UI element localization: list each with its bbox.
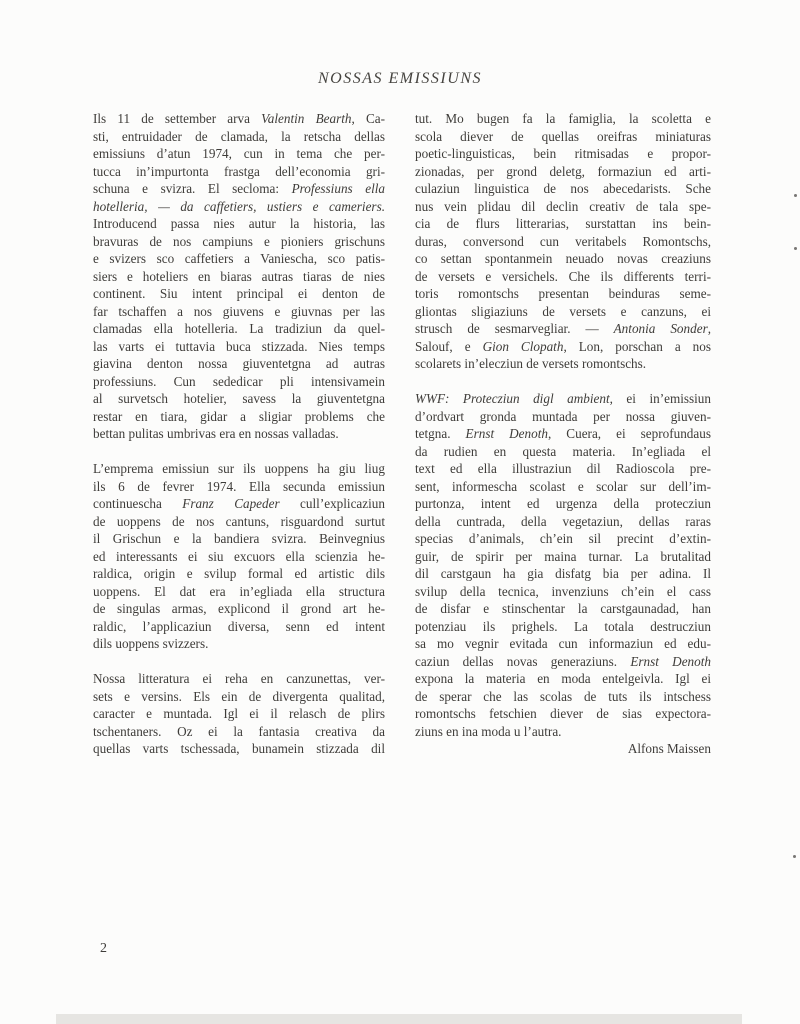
text-line: WWF: Protecziun digl ambient, ei in’emissiun xyxy=(415,391,711,406)
text-line: far tschaffen a nos giuvens e giuvnas per las xyxy=(93,303,385,319)
text-line: Introducend passa nies autur la historia, las xyxy=(93,216,385,231)
text-line: sa mo vegnir evitada cun informaziun ed edu- xyxy=(415,636,711,651)
paragraph xyxy=(415,390,711,758)
text-line: e svizers sco caffetiers a Vaniescha, sco patis- xyxy=(93,251,385,266)
text-line: continent. Siu intent principal ei denton de xyxy=(93,286,385,301)
text-line: d’ordvart gronda muntada per nossa giuven- xyxy=(415,408,711,424)
text-line: gliontas sligiaziuns de versets e canzuns, ei xyxy=(415,303,711,319)
text-line: svilup della tecnica, invenziuns ch’ein el cass xyxy=(415,583,711,599)
text-line: tschentaners. Oz ei la fantasia creativa da xyxy=(93,723,385,739)
text-line: schuna e svizra. El secloma: Professiuns ella xyxy=(93,181,385,196)
text-line: zionadas, per grond deletg, formaziun ed arti- xyxy=(415,163,711,179)
text-line: purtonza, intent ed urgenza della protecziun xyxy=(415,496,711,511)
text-line: expona la materia en moda entelgeivla. Igl ei xyxy=(415,671,711,686)
text-line: uoppens. El dat era in’egliada ella structura xyxy=(93,583,385,599)
text-line: specias d’animals, ch’ein sil precint d’extin- xyxy=(415,531,711,546)
text-line: potenziau ils prighels. La totala destrucziun xyxy=(415,618,711,634)
text-line: al survetsch hotelier, savess la giuventetgna xyxy=(93,391,385,406)
paragraph xyxy=(93,670,385,758)
text-line: scola diever de quellas oreifras miniaturas xyxy=(415,128,711,144)
text-line: continuescha Franz Capeder cull’explicaziun xyxy=(93,496,385,511)
text-line: ed interessants ei siu excuors ella scienzia he- xyxy=(93,548,385,564)
paragraph xyxy=(415,110,711,373)
text-line: de sperar che las scolas de tuts ils intschess xyxy=(415,688,711,704)
text-line: quellas varts tschessada, bunamein stizzada dil xyxy=(93,741,385,756)
paragraph xyxy=(93,460,385,653)
text-line: tetgna. Ernst Denoth, Cuera, ei seprofundaus xyxy=(415,426,711,441)
text-line: sent, informescha scolast e scolar sur dell’im- xyxy=(415,478,711,494)
text-line: da rudien en questa materia. In’egliada el xyxy=(415,443,711,459)
text-line: dil carstgaun ha gia disfatg bia per adina. Il xyxy=(415,566,711,581)
text-line: clamadas ella hotelleria. La tradiziun da quel- xyxy=(93,321,385,336)
text-line: co settan spontanmein neuado novas creaziuns xyxy=(415,251,711,266)
text-line: strusch de sesmarvegliar. — Antonia Sonder, xyxy=(415,321,711,336)
text-line: professiuns. Cun sededicar pli intensivamein xyxy=(93,373,385,389)
text-columns xyxy=(93,110,711,775)
text-line: de uoppens de nos cantuns, risguardond surtut xyxy=(93,513,385,529)
scan-edge-shadow xyxy=(56,1014,742,1024)
text-line: bravuras de nos campiuns e pioniers grischuns xyxy=(93,233,385,249)
text-line: text ed ella illustraziun dil Radioscola pre- xyxy=(415,461,711,476)
text-line: poetic-linguisticas, bein ritmisadas e propor- xyxy=(415,146,711,161)
text-line: romontschs fetschien diever de sias expectora- xyxy=(415,706,711,721)
text-line: de versets e versichels. Che ils differents terri- xyxy=(415,268,711,284)
text-line: giavina denton nossa giuventetgna ad autras xyxy=(93,356,385,371)
text-line: caracter e muntada. Igl ei il relasch de plirs xyxy=(93,706,385,721)
text-line: raldica, origin e svilup formal ed artistic dils xyxy=(93,566,385,581)
text-column-left xyxy=(93,110,385,775)
text-line: hotelleria, — da caffetiers, ustiers e cameriers. xyxy=(93,198,385,214)
text-line: de disfar e stinschentar la carstgaunadad, han xyxy=(415,601,711,616)
byline: Alfons Maissen xyxy=(627,741,711,756)
text-line: nus vein plidau dil declin creativ de tala spe- xyxy=(415,198,711,214)
text-line: ils 6 de fevrer 1974. Ella secunda emissiun xyxy=(93,478,385,494)
page-title: NOSSAS EMISSIUNS xyxy=(318,70,482,87)
text-line: L’emprema emissiun sur ils uoppens ha giu liug xyxy=(93,461,385,476)
text-line: Ils 11 de settember arva Valentin Bearth, Ca- xyxy=(93,111,385,126)
text-line: cia de flurs litterarias, surstattan ins bein- xyxy=(415,216,711,231)
scan-speck xyxy=(793,855,796,858)
text-line: il Grischun e la bandiera svizra. Beinvegnius xyxy=(93,531,385,546)
text-line: sets e versins. Els ein de divergenta qualitad, xyxy=(93,688,385,704)
text-line: de singulas armas, explicond il grond art he- xyxy=(93,601,385,616)
text-line: Salouf, e Gion Clopath, Lon, porschan a nos xyxy=(415,338,711,354)
text-line: caziun dellas novas generaziuns. Ernst Denoth xyxy=(415,653,711,669)
text-line: bettan pulitas umbrivas era en nossas valladas. xyxy=(93,426,339,441)
text-line: tucca in’impurtonta frastga dell’economia gri- xyxy=(93,163,385,179)
text-line: culaziun linguistica de nos abecedarists. Sche xyxy=(415,181,711,196)
paragraph xyxy=(93,110,385,443)
text-line: toris romontschs presentan beinduras seme- xyxy=(415,286,711,301)
text-line: restar en tiara, gidar a sligiar problems che xyxy=(93,408,385,424)
text-line: ziuns en ina moda u l’autra. xyxy=(415,723,562,739)
text-line: dils uoppens svizzers. xyxy=(93,636,209,651)
text-line: della cuntrada, della vegetaziun, dellas raras xyxy=(415,513,711,529)
text-line: siers e hoteliers en biaras autras tiaras de nies xyxy=(93,268,385,284)
text-line: emissiuns d’atun 1974, cun in tema che per- xyxy=(93,146,385,161)
text-line: duras, conversond cun veritabels Romontschs, xyxy=(415,233,711,249)
text-line: tut. Mo bugen fa la famiglia, la scoletta e xyxy=(415,111,711,126)
scan-speck xyxy=(794,194,797,197)
text-line: sti, entruidader de clamada, la retscha dellas xyxy=(93,128,385,144)
text-line: raldic, l’applicaziun diversa, senn ed intent xyxy=(93,618,385,634)
text-line: Nossa litteratura ei reha en canzunettas, ver- xyxy=(93,671,385,686)
scan-speck xyxy=(794,247,797,250)
page-number: 2 xyxy=(100,941,107,956)
text-line: guir, de spirir per maina turnar. La brutalitad xyxy=(415,548,711,564)
text-line: las varts ei tuttavia buca stizzada. Nies temps xyxy=(93,338,385,354)
text-column-right xyxy=(415,110,711,775)
text-line: scolarets in’elecziun de versets romontschs. xyxy=(415,356,647,371)
